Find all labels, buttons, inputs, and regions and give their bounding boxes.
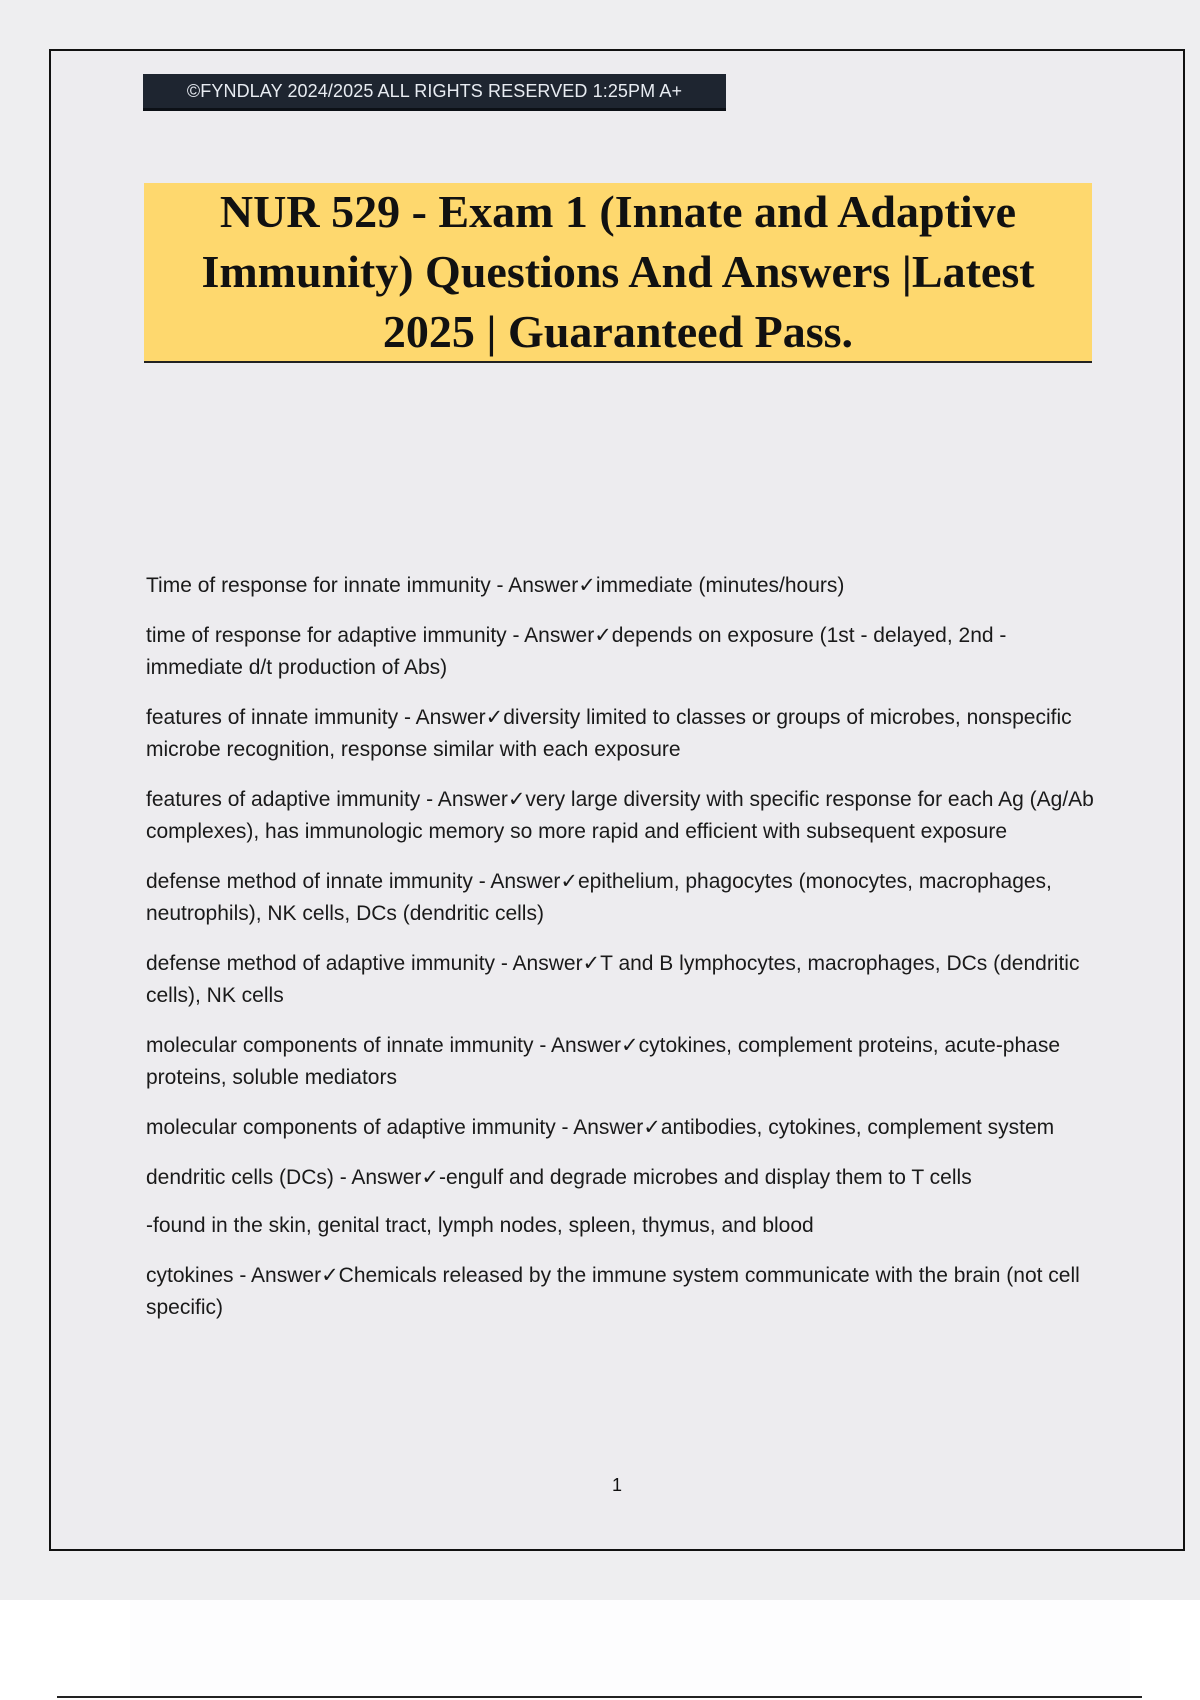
qa-list: [146, 570, 1106, 1342]
qa-item: dendritic cells (DCs) - Answer✓-engulf and degrade microbes and display them to T cells: [146, 1166, 972, 1189]
page-number: 1: [611, 1475, 622, 1495]
qa-item: features of innate immunity - Answer✓diversity limited to classes or groups of microbes, nonspecific microbe recognition, response similar with each exposure: [146, 706, 1072, 761]
copyright-banner: [143, 74, 726, 111]
qa-item: -found in the skin, genital tract, lymph nodes, spleen, thymus, and blood: [146, 1214, 814, 1237]
document-title: NUR 529 - Exam 1 (Innate and Adaptive Immunity) Questions And Answers |Latest 2025 | Guaranteed Pass.: [201, 186, 1035, 357]
document-page: [49, 49, 1185, 1551]
title-box: [144, 183, 1092, 363]
qa-item: defense method of innate immunity - Answer✓epithelium, phagocytes (monocytes, macrophages, neutrophils), NK cells, DCs (dendritic cells): [146, 870, 1052, 925]
bottom-divider: [57, 1696, 1142, 1698]
qa-item: cytokines - Answer✓Chemicals released by the immune system communicate with the brain (not cell specific): [146, 1264, 1080, 1319]
qa-item: Time of response for innate immunity - Answer✓immediate (minutes/hours): [146, 574, 845, 597]
next-page-preview: [130, 1600, 1130, 1696]
qa-item: time of response for adaptive immunity - Answer✓depends on exposure (1st - delayed, 2nd - immediate d/t production of Abs): [146, 624, 1007, 679]
copyright-text: ©FYNDLAY 2024/2025 ALL RIGHTS RESERVED 1:25PM A+: [186, 80, 683, 101]
qa-item: defense method of adaptive immunity - Answer✓T and B lymphocytes, macrophages, DCs (dendritic cells), NK cells: [146, 952, 1080, 1007]
qa-item: features of adaptive immunity - Answer✓very large diversity with specific response for each Ag (Ag/Ab complexes), has immunologic memory so more rapid and efficient with subsequent exposure: [146, 788, 1094, 843]
qa-item: molecular components of adaptive immunity - Answer✓antibodies, cytokines, complement system: [146, 1116, 1055, 1139]
qa-item: molecular components of innate immunity - Answer✓cytokines, complement proteins, acute-phase proteins, soluble mediators: [146, 1034, 1061, 1089]
